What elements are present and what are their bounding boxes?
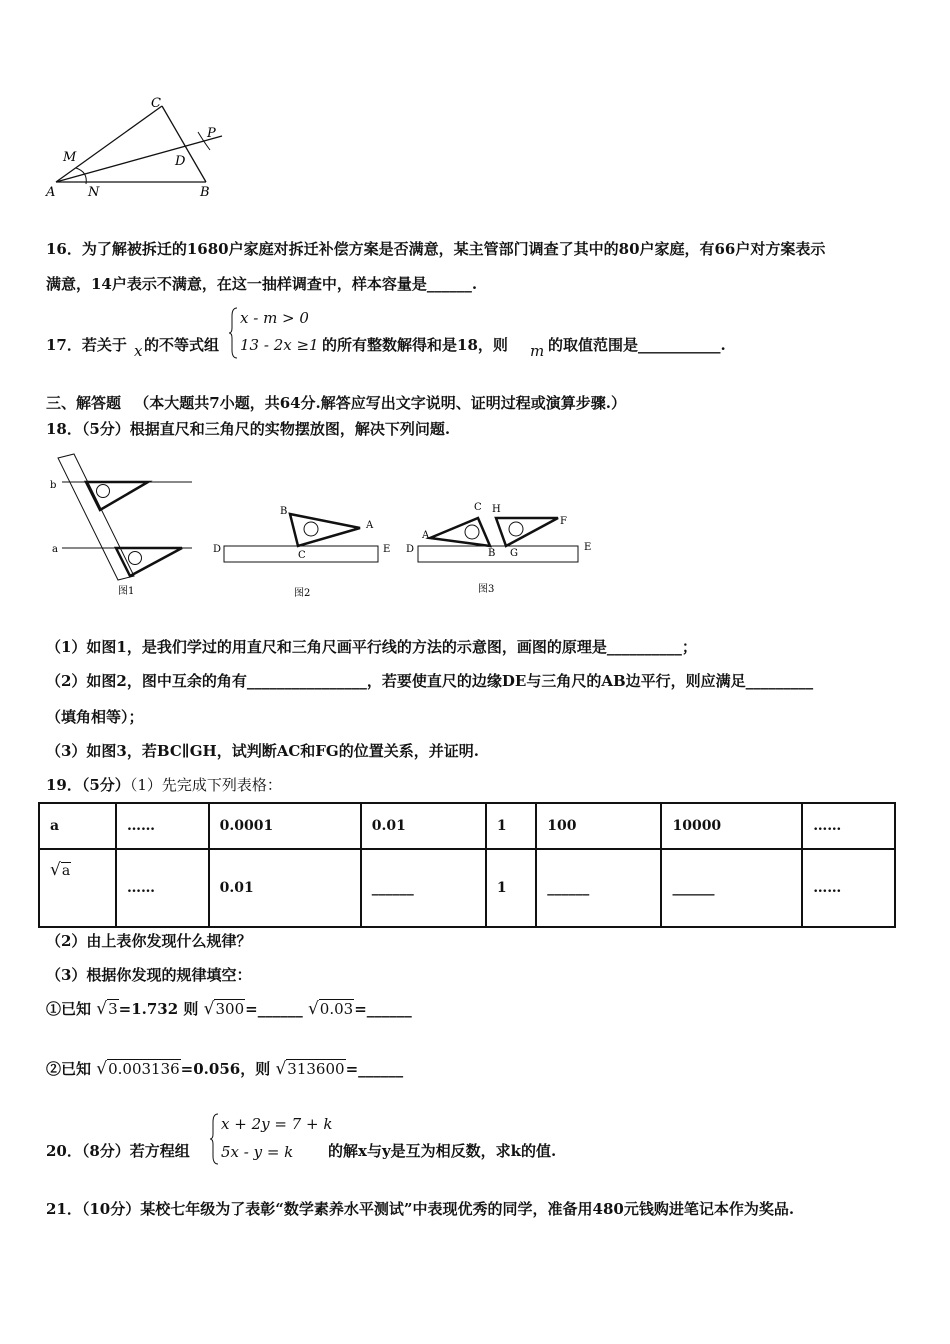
sqrt-0-03: √0.03	[307, 999, 354, 1019]
set-square	[290, 514, 360, 546]
q19-item1	[46, 998, 412, 1019]
radicand: 300	[215, 1000, 245, 1018]
label-b: b	[50, 480, 57, 491]
table-cell: ______	[361, 849, 486, 927]
q18-figure-3	[400, 496, 600, 600]
table-cell: ……	[802, 849, 895, 927]
fig2-caption: 图2	[294, 588, 311, 599]
q20-prefix: 20．（8分）若方程组	[46, 1142, 190, 1160]
set-square-right-hole	[509, 522, 523, 536]
table-cell: ……	[802, 803, 895, 849]
table-cell: 1	[486, 803, 536, 849]
table-cell: 0.01	[361, 803, 486, 849]
q20-brace	[210, 1112, 220, 1166]
sqrt-3: √3	[96, 999, 118, 1019]
q17-prefix: 17．若关于	[46, 336, 127, 354]
table-cell-sqrt-a	[39, 849, 116, 927]
section3-title	[46, 392, 626, 413]
q17-suffix2: 的取值范围是___________.	[548, 336, 726, 354]
label-d: D	[406, 544, 415, 555]
q19-item2-prefix: ②已知	[46, 1060, 92, 1078]
label-a: A	[46, 185, 56, 200]
table-row	[39, 803, 895, 849]
ray-ap	[56, 136, 222, 182]
sqrt-0-003136: √0.003136	[96, 1059, 180, 1079]
sqrt-313600: √313600	[275, 1059, 345, 1079]
set-square-left-hole	[465, 525, 479, 539]
q19-item2	[46, 1058, 403, 1079]
set-square-right	[496, 518, 558, 546]
q18-stem: 18．（5分）根据直尺和三角尺的实物摆放图，解决下列问题.	[46, 420, 451, 438]
q16-line2: 满意，14户表示不满意，在这一抽样调查中，样本容量是______.	[46, 275, 478, 293]
table-cell: a	[39, 803, 116, 849]
segment-cb	[162, 106, 206, 182]
sqrt-a-label: a	[61, 863, 71, 879]
segment-ac	[56, 106, 162, 182]
set-square-top	[86, 482, 148, 510]
q19-table	[38, 802, 896, 928]
table-cell: 10000	[661, 803, 802, 849]
q19-item1-eq1: =______	[245, 1000, 303, 1018]
label-d: D	[213, 544, 222, 555]
radicand: 313600	[287, 1060, 345, 1078]
table-cell: ……	[116, 803, 209, 849]
q17-mid: 的不等式组	[144, 336, 220, 354]
label-p: P	[207, 126, 216, 141]
label-c: C	[298, 550, 306, 561]
q18-part2b: （填角相等）；	[46, 708, 144, 726]
label-e: E	[584, 542, 592, 553]
sqrt-300: √300	[203, 999, 245, 1019]
q19-stem-rest: （1）先完成下列表格：	[129, 776, 282, 794]
q20-eq1: x + 2y = 7 + k	[221, 1115, 333, 1133]
label-g: G	[510, 548, 518, 559]
q19-item2-v1: =0.056，则	[180, 1060, 271, 1078]
q18-figure-1	[44, 450, 204, 600]
q18-part2a: （2）如图2，图中互余的角有________________，若要使直尺的边缘DE与三角尺的AB边平行，则应满足_________	[46, 672, 814, 690]
sqrt-symbol: √a	[50, 860, 71, 880]
q19-item1-v1: =1.732 则	[118, 1000, 199, 1018]
label-e: E	[383, 544, 391, 555]
q19-part3: （3）根据你发现的规律填空：	[46, 966, 252, 984]
triangle-figure	[40, 92, 240, 207]
label-n: N	[88, 185, 100, 200]
label-c: C	[151, 96, 161, 111]
q16-line1: 16．为了解被拆迁的1680户家庭对拆迁补偿方案是否满意，某主管部门调查了其中的80户家庭，有66户对方案表示	[46, 240, 826, 258]
label-b: B	[488, 548, 496, 559]
table-cell: ______	[661, 849, 802, 927]
label-a: a	[52, 544, 58, 555]
label-d: D	[175, 154, 186, 169]
label-f: F	[560, 516, 567, 527]
q19-stem-bold: 19．（5分）	[46, 776, 130, 794]
label-a: A	[366, 520, 374, 531]
q19-stem	[46, 774, 282, 795]
q17-suffix1: 的所有整数解得和是18，则	[322, 336, 508, 354]
table-cell: ……	[116, 849, 209, 927]
table-cell: 0.0001	[209, 803, 361, 849]
radicand: 0.003136	[108, 1060, 180, 1078]
label-b: B	[280, 506, 288, 517]
q18-part1: （1）如图1，是我们学过的用直尺和三角尺画平行线的方法的示意图，画图的原理是__________；	[46, 638, 697, 656]
q17-ineq2: 13 - 2x ≥1	[240, 336, 319, 354]
table-cell: 100	[536, 803, 661, 849]
q17-var-m: m	[530, 342, 545, 360]
q18-part3: （3）如图3，若BC∥GH，试判断AC和FG的位置关系，并证明.	[46, 742, 479, 760]
section3-note: （本大题共7小题，共64分.解答应写出文字说明、证明过程或演算步骤.）	[134, 394, 627, 412]
q19-item1-eq2: =______	[354, 1000, 412, 1018]
q19-part2: （2）由上表你发现什么规律？	[46, 932, 252, 950]
table-row	[39, 849, 895, 927]
q17-ineq1: x - m > 0	[240, 309, 309, 327]
set-square-hole	[304, 522, 318, 536]
label-m: M	[63, 150, 77, 165]
label-h: H	[492, 504, 501, 515]
q21-text: 21．（10分）某校七年级为了表彰“数学素养水平测试”中表现优秀的同学，准备用480元钱购进笔记本作为奖品.	[46, 1200, 795, 1218]
section3-title-text: 三、解答题	[46, 394, 122, 412]
q18-figure-2	[208, 500, 398, 600]
q19-item1-prefix: ①已知	[46, 1000, 92, 1018]
radicand: 3	[108, 1000, 118, 1018]
table-cell: 1	[486, 849, 536, 927]
q20-eq2: 5x - y = k	[221, 1143, 294, 1161]
ruler	[418, 546, 578, 562]
set-square-left	[430, 518, 490, 546]
q17-brace	[229, 306, 239, 360]
set-square-bottom	[116, 548, 182, 576]
label-a: A	[422, 530, 430, 541]
set-square-top-hole	[97, 485, 110, 498]
label-b: B	[200, 185, 210, 200]
set-square-bottom-hole	[129, 552, 142, 565]
q20-suffix: 的解x与y是互为相反数，求k的值.	[328, 1142, 557, 1160]
radicand: 0.03	[319, 1000, 354, 1018]
table-cell: 0.01	[209, 849, 361, 927]
fig3-caption: 图3	[478, 584, 495, 595]
label-c: C	[474, 502, 482, 513]
table-cell: ______	[536, 849, 661, 927]
fig1-caption: 图1	[118, 586, 135, 597]
q17-var-x: x	[134, 342, 143, 360]
q19-item2-eq: =______	[345, 1060, 404, 1078]
